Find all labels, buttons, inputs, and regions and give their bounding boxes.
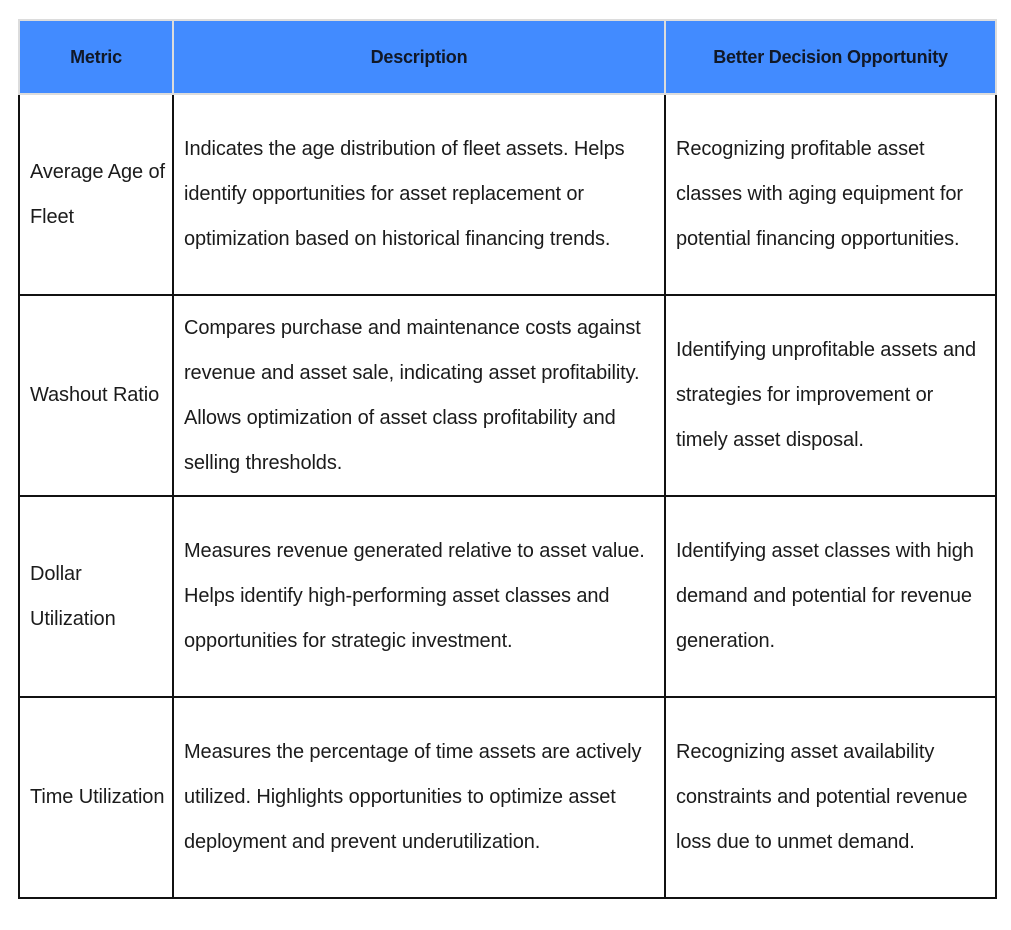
- metric-cell: Time Utilization: [19, 697, 173, 898]
- table-row: [19, 496, 996, 697]
- description-cell: Measures revenue generated relative to asset value. Helps identify high-performing asset classes and opportunities for strategic investment.: [173, 496, 665, 697]
- table-row: [19, 295, 996, 496]
- metric-cell: Washout Ratio: [19, 295, 173, 496]
- description-cell: Compares purchase and maintenance costs against revenue and asset sale, indicating asset profitability. Allows optimization of asset class profitability and selling thresholds.: [173, 295, 665, 496]
- opportunity-cell: Identifying unprofitable assets and strategies for improvement or timely asset disposal.: [665, 295, 996, 496]
- opportunity-cell: Identifying asset classes with high demand and potential for revenue generation.: [665, 496, 996, 697]
- table-row: [19, 94, 996, 295]
- column-header-opportunity: Better Decision Opportunity: [665, 20, 996, 94]
- table-body: [19, 94, 996, 898]
- opportunity-cell: Recognizing profitable asset classes with aging equipment for potential financing opportunities.: [665, 94, 996, 295]
- description-cell: Measures the percentage of time assets are actively utilized. Highlights opportunities to optimize asset deployment and prevent underutilization.: [173, 697, 665, 898]
- opportunity-cell: Recognizing asset availability constraints and potential revenue loss due to unmet demand.: [665, 697, 996, 898]
- metric-cell: Average Age of Fleet: [19, 94, 173, 295]
- header-row: [19, 20, 996, 94]
- description-cell: Indicates the age distribution of fleet assets. Helps identify opportunities for asset replacement or optimization based on historical financing trends.: [173, 94, 665, 295]
- table-row: [19, 697, 996, 898]
- metrics-table-container: [18, 19, 995, 899]
- table-header: [19, 20, 996, 94]
- column-header-description: Description: [173, 20, 665, 94]
- column-header-metric: Metric: [19, 20, 173, 94]
- metrics-table: [18, 19, 997, 899]
- metric-cell: Dollar Utilization: [19, 496, 173, 697]
